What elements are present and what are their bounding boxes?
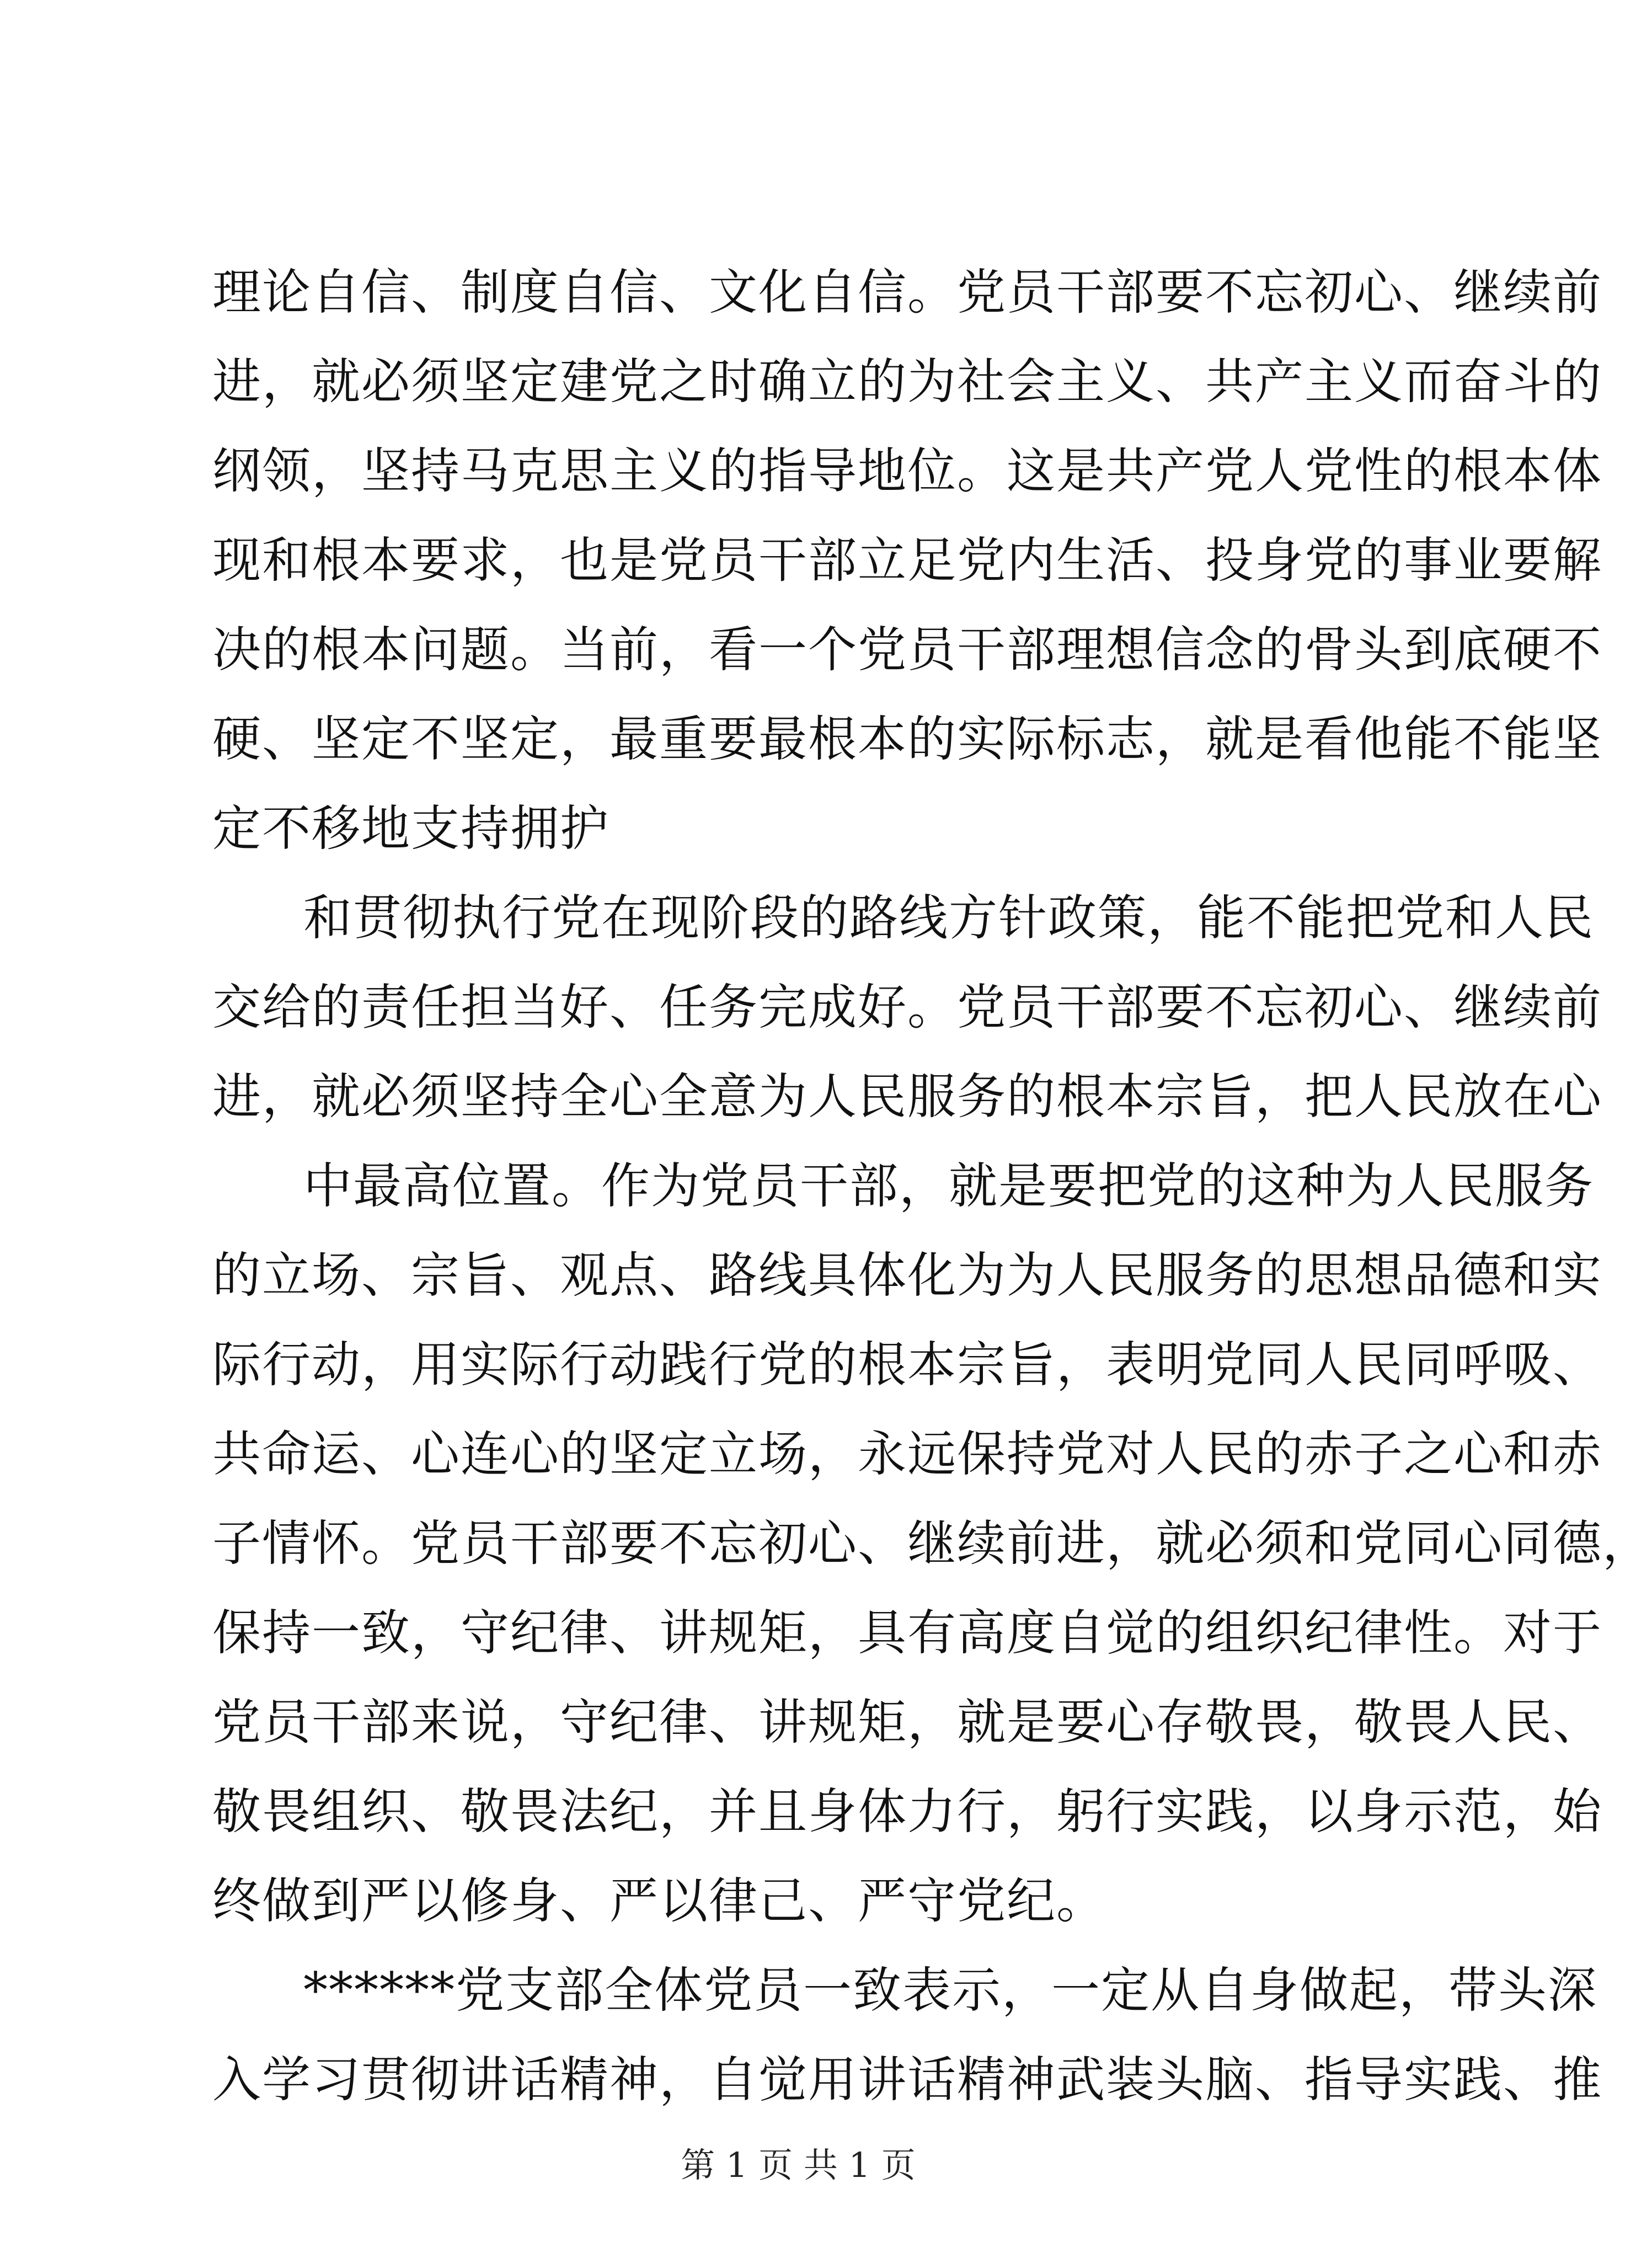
text-line: 保持一致，守纪律、讲规矩，具有高度自觉的组织纪律性。对于 <box>212 1604 1603 1661</box>
text-line: 子情怀。党员干部要不忘初心、继续前进，就必须和党同心同德， <box>212 1515 1652 1572</box>
text-line: 的立场、宗旨、观点、路线具体化为为人民服务的思想品德和实 <box>212 1247 1603 1304</box>
text-line: 终做到严以修身、严以律己、严守党纪。 <box>212 1872 1106 1929</box>
text-line: 纲领，坚持马克思主义的指导地位。这是共产党人党性的根本体 <box>212 442 1603 499</box>
text-line: 硬、坚定不坚定，最重要最根本的实际标志，就是看他能不能坚 <box>212 711 1603 767</box>
text-line: 决的根本问题。当前，看一个党员干部理想信念的骨头到底硬不 <box>212 621 1603 678</box>
text-line: 进，就必须坚定建党之时确立的为社会主义、共产主义而奋斗的 <box>212 353 1603 410</box>
text-line: 进，就必须坚持全心全意为人民服务的根本宗旨，把人民放在心 <box>212 1068 1603 1125</box>
text-line: 交给的责任担当好、任务完成好。党员干部要不忘初心、继续前 <box>212 979 1603 1035</box>
text-line: ******党支部全体党员一致表示，一定从自身做起，带头深 <box>303 1962 1598 2019</box>
text-line: 共命运、心连心的坚定立场，永远保持党对人民的赤子之心和赤 <box>212 1426 1603 1482</box>
page-number-footer: 第 1 页 共 1 页 <box>681 2145 916 2185</box>
text-line: 现和根本要求，也是党员干部立足党内生活、投身党的事业要解 <box>212 532 1603 589</box>
text-line: 定不移地支持拥护 <box>212 800 610 857</box>
text-line: 敬畏组织、敬畏法纪，并且身体力行，躬行实践，以身示范，始 <box>212 1783 1603 1840</box>
text-line: 中最高位置。作为党员干部，就是要把党的这种为人民服务 <box>303 1157 1595 1214</box>
text-line: 党员干部来说，守纪律、讲规矩，就是要心存敬畏，敬畏人民、 <box>212 1694 1603 1750</box>
text-line: 际行动，用实际行动践行党的根本宗旨，表明党同人民同呼吸、 <box>212 1336 1603 1393</box>
text-line: 和贯彻执行党在现阶段的路线方针政策，能不能把党和人民 <box>303 889 1595 946</box>
text-line: 理论自信、制度自信、文化自信。党员干部要不忘初心、继续前 <box>212 264 1603 321</box>
text-line: 入学习贯彻讲话精神，自觉用讲话精神武装头脑、指导实践、推 <box>212 2051 1603 2108</box>
